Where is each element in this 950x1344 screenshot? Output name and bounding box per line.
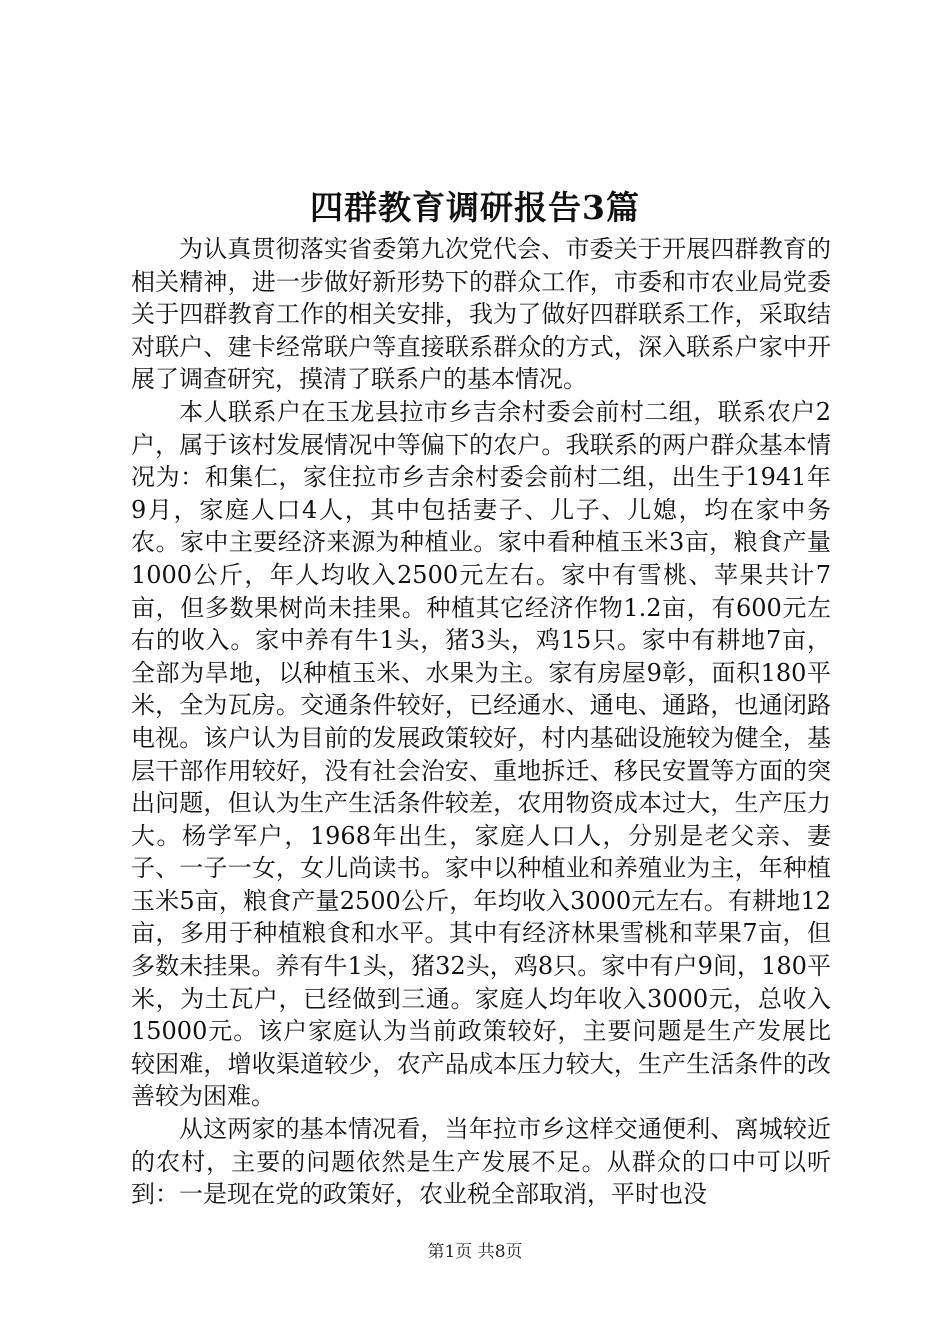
- paragraph-1: 为认真贯彻落实省委第九次党代会、市委关于开展四群教育的相关精神，进一步做好新形势下的群众工作，市委和市农业局党委关于四群教育工作的相关安排，我为了做好四群联系工作，采取结对联户、建卡经常联户等直接联系群众的方式，深入联系户家中开展了调查研究，摸清了联系户的基本情况。: [131, 235, 831, 394]
- paragraph-2: 本人联系户在玉龙县拉市乡吉余村委会前村二组，联系农户2户，属于该村发展情况中等偏下的农户。我联系的两户群众基本情况为：和集仁，家住拉市乡吉余村委会前村二组，出生于1941年9月，家庭人口4人，其中包括妻子、儿子、儿媳，均在家中务农。家中主要经济来源为种植业。家中看种植玉米3亩，粮食产量1000公斤，年人均收入2500元左右。家中有雪桃、苹果共计7亩，但多数果树尚未挂果。种植其它经济作物1.2亩，有600元左右的收入。家中养有牛1头，猪3头，鸡15只。家中有耕地7亩，全部为旱地，以种植玉米、水果为主。家有房屋9彰，面积180平米，全为瓦房。交通条件较好，已经通水、通电、通路，也通闭路电视。该户认为目前的发展政策较好，村内基础设施较为健全，基层干部作用较好，没有社会治安、重地拆迁、移民安置等方面的突出问题，但认为生产生活条件较差，农用物资成本过大，生产压力大。杨学军户，1968年出生，家庭人口人，分别是老父亲、妻子、一子一女，女儿尚读书。家中以种植业和养殖业为主，年种植玉米5亩，粮食产量2500公斤，年均收入3000元左右。有耕地12亩，多用于种植粮食和水平。其中有经济林果雪桃和苹果7亩，但多数未挂果。养有牛1头，猪32头，鸡8只。家中有户9间，180平米，为土瓦户，已经做到三通。家庭人均年收入3000元，总收入15000元。该户家庭认为当前政策较好，主要问题是生产发展比较困难，增收渠道较少，农产品成本压力较大，生产生活条件的改善较为困难。: [131, 397, 831, 1111]
- page-number-footer: 第1页 共8页: [427, 1242, 523, 1262]
- document-body: [131, 233, 831, 1211]
- document-title: 四群教育调研报告3篇: [310, 188, 640, 227]
- paragraph-3: 从这两家的基本情况看，当年拉市乡这样交通便利、离城较近的农村，主要的问题依然是生产发展不足。从群众的口中可以听到：一是现在党的政策好，农业税全部取消，平时也没: [131, 1115, 831, 1209]
